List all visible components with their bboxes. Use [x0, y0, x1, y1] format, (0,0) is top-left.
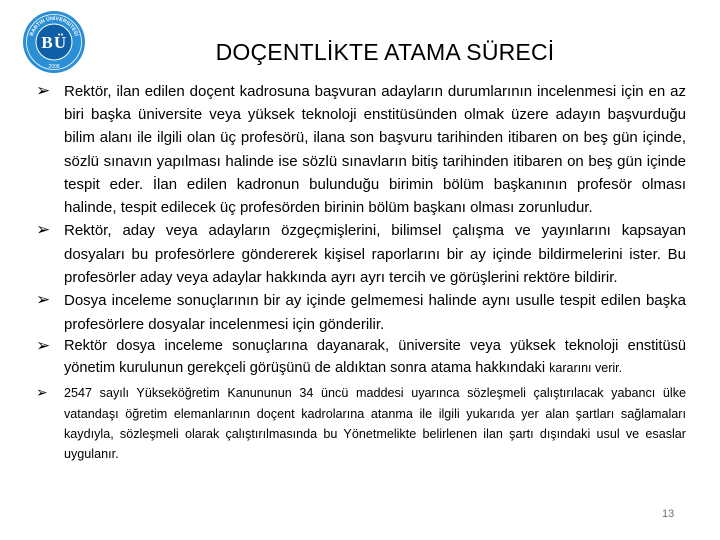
bullet-text: Rektör, aday veya adayların özgeçmişlerini, bilimsel çalışma ve yayınlarını kapsayan dosyaları bu profesörlere göndererek kişisel raporlarını bir ay içinde bildirmelerini ister. Bu profesörler aday veya adaylar hakkında ayrı ayrı tercih ve görüşlerini rektöre bildirir. [64, 222, 686, 287]
arrow-bullet-icon: ➢ [36, 336, 51, 357]
university-logo [22, 10, 86, 74]
logo-emblem-icon [22, 10, 86, 74]
bullet-item [36, 383, 686, 465]
bullet-list [36, 80, 686, 465]
bullet-item [36, 289, 686, 336]
bullet-text: 2547 sayılı Yükseköğretim Kanununun 34 üncü maddesi uyarınca sözleşmeli çalıştırılacak yabancı ülke vatandaşı öğretim elemanlarının doçent kadrolarına atanma ile ilgili yukarıda yer alan şartları sağlamaları kaydıyla, sözleşmeli olarak çalıştırılmasında bu Yönetmelikte belirlenen ilan şartı dışındaki usul ve esaslar uygulanır. [64, 386, 686, 462]
arrow-bullet-icon: ➢ [36, 290, 51, 311]
logo-letter-u: Ü [53, 33, 67, 52]
bullet-text: Rektör dosya inceleme sonuçlarına dayanarak, üniversite veya yüksek teknoloji enstitüsü yönetim kurulunun gerekçeli görüşünü de aldıktan sonra atama hakkındaki [64, 338, 686, 376]
logo-arc-text: BARTIN ÜNİVERSİTESİ [28, 15, 80, 37]
slide-title: DOÇENTLİKTE ATAMA SÜRECİ [215, 39, 555, 65]
bullet-item [36, 219, 686, 289]
bullet-text: Dosya inceleme sonuçlarının bir ay içinde gelmemesi halinde aynı usulle tespit edilen başka profesörlere dosyalar incelenmesi için gönderilir. [64, 292, 686, 333]
arrow-bullet-icon: ➢ [36, 81, 51, 101]
logo-year: 2008 [48, 64, 60, 70]
bullet-item [36, 336, 686, 379]
bullet-item [36, 80, 686, 219]
logo-letter-b: B [41, 33, 53, 52]
arrow-bullet-icon: ➢ [36, 385, 48, 402]
page-number: 13 [662, 508, 675, 520]
bullet-text: Rektör, ilan edilen doçent kadrosuna başvuran adayların durumlarının incelenmesi için en az biri başka üniversite veya yüksek teknoloji enstitüsünden olmak üzere adayın başvurduğu bilim alanı ile ilgili olan üç profesörü, ilana son başvuru tarihinden itibaren on beş gün içinde, sözlü sınavın yapılması halinde ise sözlü sınavların bitiş tarihinden itibaren on beş gün içinde tespit eder. İlan edilen kadronun bulunduğu birimin bölüm başkanının profesör olması halinde, tespit edilecek üç profesörden birinin bölüm başkanı olması zorunludur. [64, 83, 686, 217]
arrow-bullet-icon: ➢ [36, 220, 51, 241]
bullet-text-tail: kararını verir. [549, 360, 623, 375]
